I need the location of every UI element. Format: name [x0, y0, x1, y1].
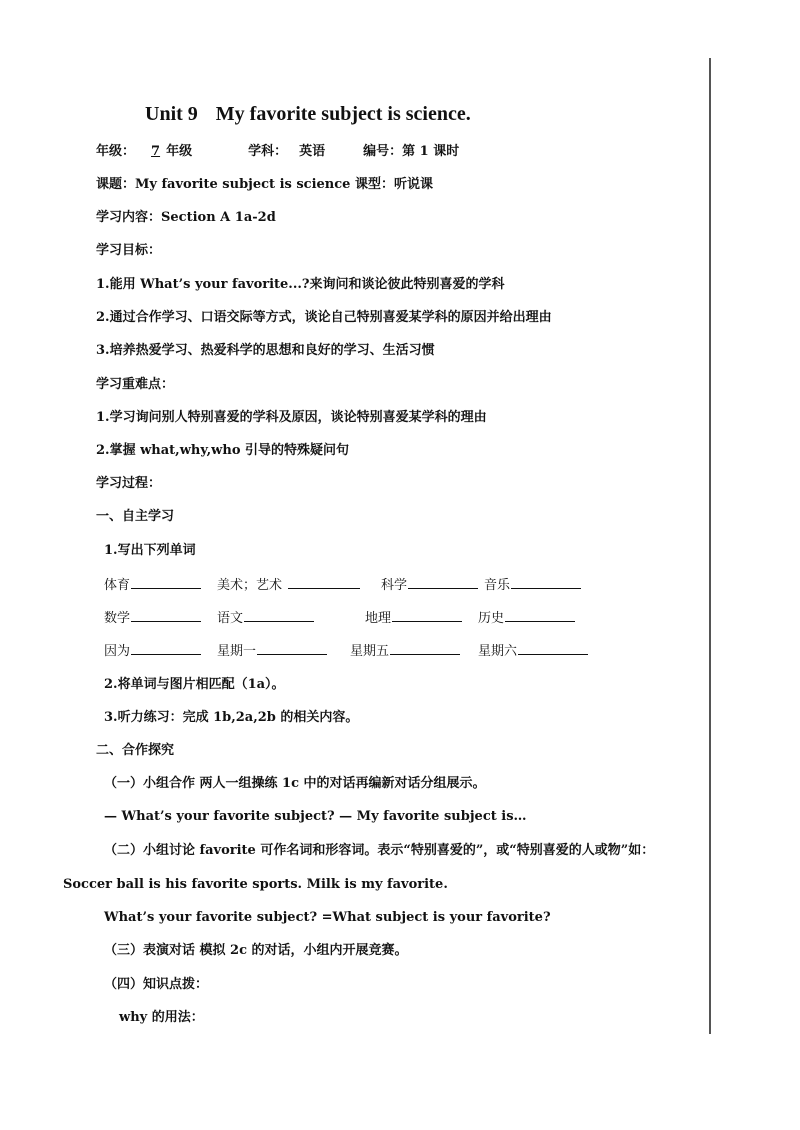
- vocab-item: 地理: [365, 607, 462, 628]
- code-label: 编号：: [363, 144, 403, 159]
- coop-step-4: （四）知识点拨：: [104, 977, 209, 992]
- task-2: 2.将单词与图片相匹配（1a）。: [104, 677, 285, 692]
- process-heading: 学习过程：: [96, 476, 162, 491]
- grade-label: 年级：: [96, 144, 136, 159]
- meta-line: [96, 143, 459, 161]
- answer-blank[interactable]: [505, 607, 575, 622]
- vocab-item: 美术；艺术: [217, 574, 360, 595]
- answer-blank[interactable]: [288, 574, 360, 589]
- answer-blank[interactable]: [131, 574, 201, 589]
- vocab-item: 因为: [104, 640, 201, 661]
- page-title: [145, 103, 471, 126]
- answer-blank[interactable]: [131, 640, 201, 655]
- answer-blank[interactable]: [408, 574, 478, 589]
- goal-1: 1.能用 What’s your favorite...?来询问和谈论彼此特别喜爱的学科: [96, 277, 505, 292]
- answer-blank[interactable]: [518, 640, 588, 655]
- example-line-1: Soccer ball is his favorite sports. Milk is my favorite.: [63, 877, 448, 892]
- goal-2: 2.通过合作学习、口语交际等方式，谈论自己特别喜爱某学科的原因并给出理由: [96, 310, 552, 325]
- content-line: 学习内容：Section A 1a-2d: [96, 210, 276, 225]
- task-3: 3.听力练习：完成 1b,2a,2b 的相关内容。: [104, 710, 359, 725]
- key-points-heading: 学习重难点：: [96, 377, 175, 392]
- vocab-item: 历史: [478, 607, 575, 628]
- example-line-2: What’s your favorite subject? =What subject is your favorite?: [104, 910, 551, 925]
- key-point-2: 2.掌握 what,why,who 引导的特殊疑问句: [96, 443, 350, 458]
- topic-line: 课题：My favorite subject is science 课型：听说课: [96, 177, 433, 192]
- goals-heading: 学习目标：: [96, 243, 162, 258]
- answer-blank[interactable]: [244, 607, 314, 622]
- section-2-heading: 二、合作探究: [96, 743, 175, 758]
- code-value: 第 1 课时: [402, 144, 460, 159]
- subject-label: 学科：: [248, 144, 288, 159]
- coop-step-1: （一）小组合作 两人一组操练 1c 中的对话再编新对话分组展示。: [104, 776, 486, 791]
- answer-blank[interactable]: [257, 640, 327, 655]
- vocab-item: 语文: [217, 607, 314, 628]
- grade-suffix: 年级: [166, 144, 193, 159]
- section-1-heading: 一、自主学习: [96, 509, 175, 524]
- answer-blank[interactable]: [392, 607, 462, 622]
- answer-blank[interactable]: [131, 607, 201, 622]
- vocab-item: 科学: [381, 574, 478, 595]
- task-1: 1.写出下列单词: [104, 543, 196, 558]
- margin-rule: [709, 58, 711, 1034]
- answer-blank[interactable]: [390, 640, 460, 655]
- subject-value: 英语: [299, 144, 326, 159]
- title-text: My favorite subject is science.: [215, 103, 471, 125]
- vocab-item: 星期五: [350, 640, 460, 661]
- vocab-item: 数学: [104, 607, 201, 628]
- vocab-item: 星期一: [217, 640, 327, 661]
- vocab-item: 星期六: [478, 640, 588, 661]
- goal-3: 3.培养热爱学习、热爱科学的思想和良好的学习、生活习惯: [96, 343, 435, 358]
- coop-step-3: （三）表演对话 模拟 2c 的对话，小组内开展竞赛。: [104, 943, 408, 958]
- unit-label: Unit 9: [145, 103, 198, 125]
- vocab-item: 音乐: [484, 574, 581, 595]
- key-point-1: 1.学习询问别人特别喜爱的学科及原因，谈论特别喜爱某学科的理由: [96, 410, 487, 425]
- grade-value: 7: [151, 144, 161, 159]
- answer-blank[interactable]: [511, 574, 581, 589]
- dialogue-line: — What’s your favorite subject? — My favorite subject is…: [104, 809, 527, 824]
- coop-step-2: （二）小组讨论 favorite 可作名词和形容词。表示“特别喜爱的”，或“特别喜爱的人或物”如：: [104, 843, 655, 858]
- why-usage: why 的用法：: [119, 1010, 204, 1025]
- vocab-item: 体育: [104, 574, 201, 595]
